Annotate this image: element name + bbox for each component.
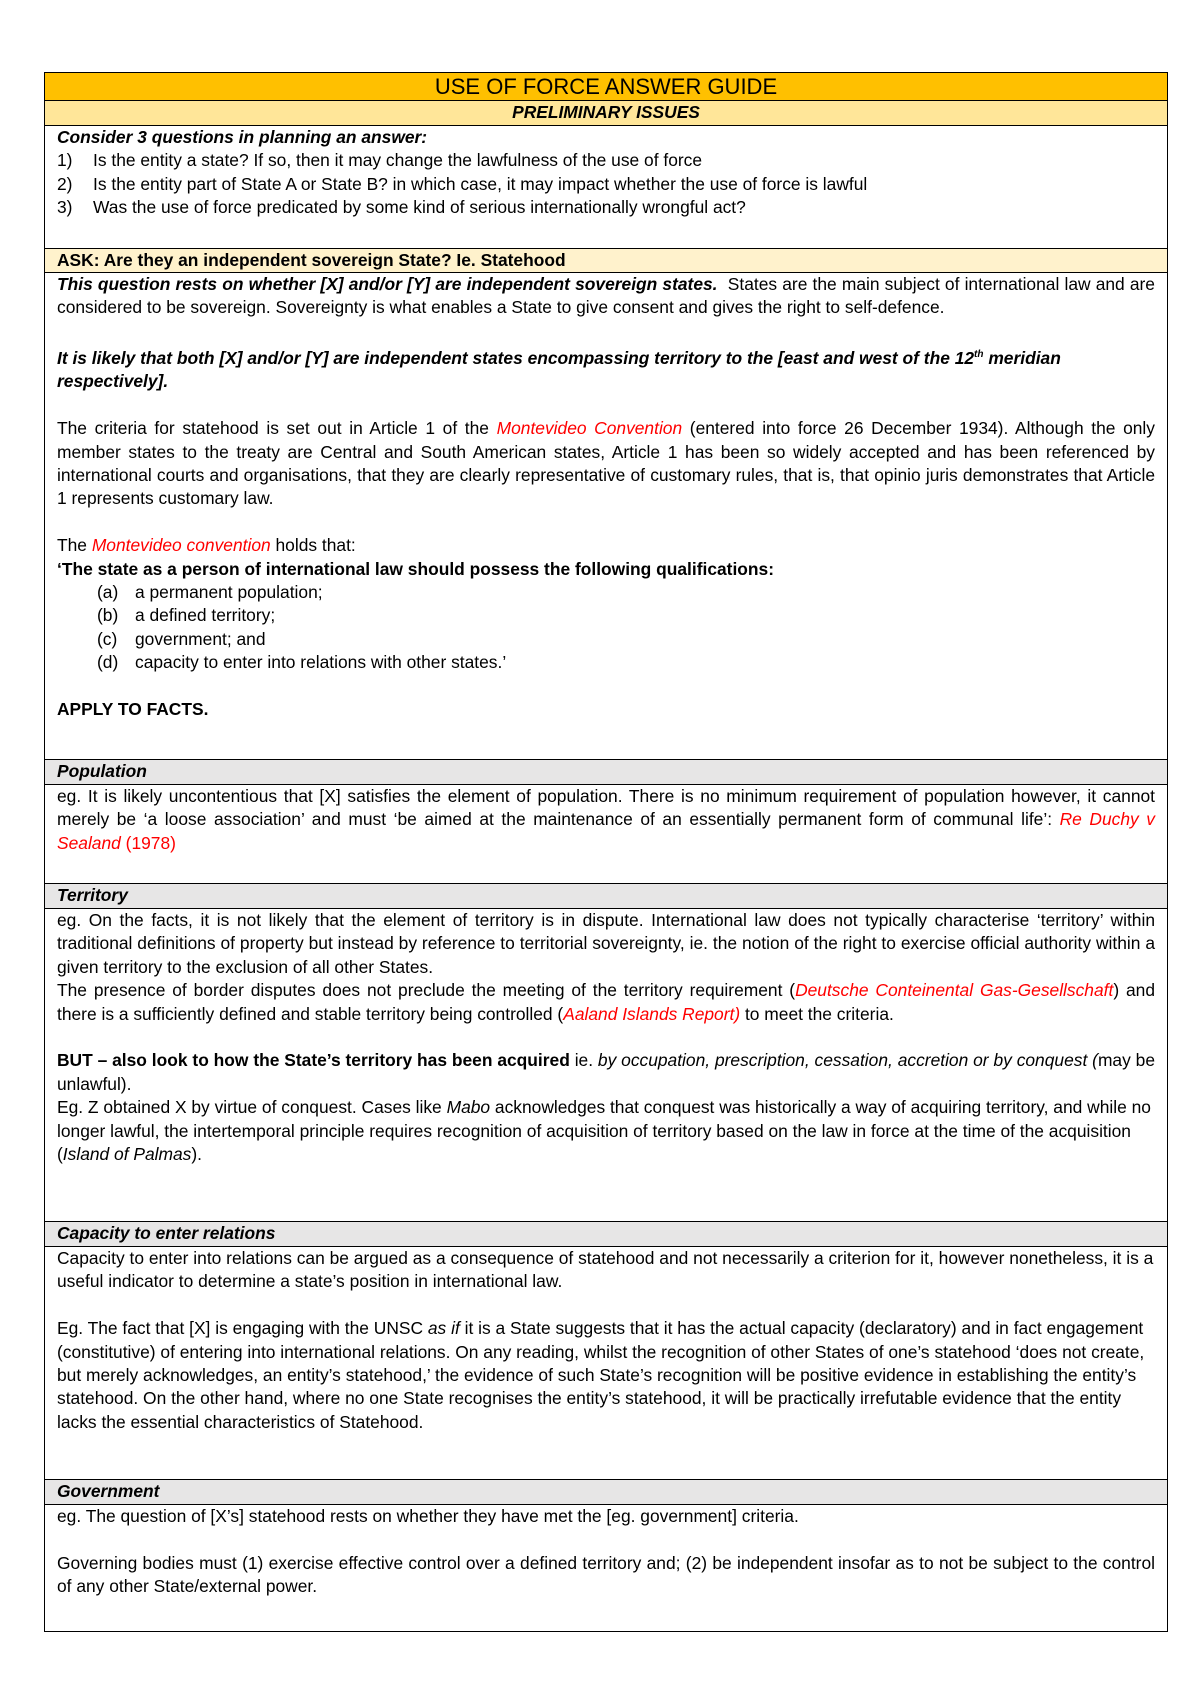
apply-to-facts: APPLY TO FACTS. bbox=[57, 699, 209, 720]
criteria-text: a permanent population; bbox=[135, 582, 323, 603]
para-text: it is a State suggests that it has the actual capacity (declaratory) and in fact engagement (constitutive) of entering into international relations. On any reading, whilst the recognition of other States of one’s statehood ‘does not create, but merely acknowledges, an entity’s statehood,’ the evidence of such State’s recognition will be positive evidence in establishing the entity’s statehood. On the other hand, where no one State recognises the entity’s statehood, it will be practically irrefutable evidence that the entity lacks the essential characteristics of Statehood. bbox=[57, 1318, 1145, 1432]
criteria-item bbox=[97, 628, 1155, 651]
criteria-letter: (a) bbox=[97, 582, 119, 603]
statehood-para-2 bbox=[57, 343, 1155, 394]
criteria-item bbox=[97, 604, 1155, 627]
para-text: The bbox=[57, 535, 92, 556]
para-text: eg. It is likely uncontentious that [X] satisfies the element of population. There is no minimum requirement of population however, it cannot merely be ‘a loose association’ and must ‘be aimed at the maintenance of an essentially permanent form of communal life’: bbox=[57, 786, 1155, 830]
territory-para-4 bbox=[57, 1096, 1155, 1166]
population-content bbox=[45, 785, 1167, 884]
criteria-item bbox=[97, 581, 1155, 604]
case-reference: Montevideo Convention bbox=[496, 418, 683, 439]
criteria-letter: (d) bbox=[97, 652, 119, 673]
bold-lead: This question rests on whether [X] and/or [Y] are independent sovereign states. bbox=[57, 274, 718, 294]
government-heading: Government bbox=[45, 1480, 1167, 1505]
government-para-1: eg. The question of [X’s] statehood rests on whether they have met the [eg. government] criteria. bbox=[57, 1506, 799, 1526]
criteria-text: government; and bbox=[135, 628, 266, 649]
para-text: ). bbox=[191, 1144, 202, 1165]
page-title: USE OF FORCE ANSWER GUIDE bbox=[45, 73, 1167, 101]
para-text: holds that: bbox=[270, 535, 356, 556]
question-number: 1) bbox=[57, 150, 73, 171]
statehood-content bbox=[45, 273, 1167, 760]
criteria-list bbox=[57, 581, 1155, 675]
superscript: th bbox=[974, 349, 984, 361]
territory-para-2 bbox=[57, 979, 1155, 1026]
para-text: meridian respectively]. bbox=[57, 348, 1061, 392]
question-item bbox=[57, 196, 1155, 219]
case-reference: Re Duchy v Sealand bbox=[57, 809, 1155, 853]
capacity-para-1: Capacity to enter into relations can be argued as a consequence of statehood and not necessarily a criterion for it, however nonetheless, it is a useful indicator to determine a state’s position in international law. bbox=[57, 1248, 1154, 1292]
territory-para-3 bbox=[57, 1049, 1155, 1096]
capacity-heading: Capacity to enter relations bbox=[45, 1222, 1167, 1247]
question-text: Is the entity a state? If so, then it may change the lawfulness of the use of force bbox=[93, 150, 703, 171]
preliminary-heading: PRELIMINARY ISSUES bbox=[45, 101, 1167, 126]
criteria-text: a defined territory; bbox=[135, 605, 276, 626]
statehood-heading: ASK: Are they an independent sovereign State? Ie. Statehood bbox=[45, 249, 1167, 273]
bold-lead: BUT – also look to how the State’s territory has been acquired bbox=[57, 1050, 570, 1071]
question-number: 2) bbox=[57, 173, 73, 194]
statehood-para-4 bbox=[57, 534, 1155, 557]
question-text: Was the use of force predicated by some kind of serious internationally wrongful act? bbox=[93, 197, 746, 218]
capacity-content bbox=[45, 1247, 1167, 1480]
preliminary-intro: Consider 3 questions in planning an answer: bbox=[57, 127, 428, 147]
para-text: It is likely that both [X] and/or [Y] are independent states encompassing territory to the [east and west of the 12 bbox=[57, 348, 975, 368]
para-text: States are the main subject of international law and are considered to be sovereign. Sovereignty is what enables a State to give consent and gives the right to self-defence. bbox=[57, 274, 1160, 318]
criteria-item bbox=[97, 651, 1155, 674]
para-text: Eg. Z obtained X by virtue of conquest. Cases like bbox=[57, 1097, 447, 1118]
capacity-para-2 bbox=[57, 1317, 1155, 1434]
para-text: The criteria for statehood is set out in Article 1 of the bbox=[57, 418, 497, 439]
question-item bbox=[57, 149, 1155, 172]
para-italic: as if bbox=[427, 1318, 460, 1339]
question-text: Is the entity part of State A or State B? in which case, it may impact whether the use of force is lawful bbox=[93, 173, 868, 194]
case-year: (1978) bbox=[120, 832, 176, 853]
preliminary-content bbox=[45, 126, 1167, 249]
territory-content bbox=[45, 909, 1167, 1222]
para-text: may be unlawful). bbox=[57, 1050, 1155, 1094]
question-number: 3) bbox=[57, 197, 73, 218]
para-italic: by occupation, prescription, cessation, accretion or by conquest ( bbox=[597, 1050, 1098, 1071]
government-content bbox=[45, 1505, 1167, 1631]
question-list bbox=[57, 149, 1155, 219]
criteria-letter: (b) bbox=[97, 605, 119, 626]
statehood-para-3 bbox=[57, 417, 1155, 511]
case-reference: Montevideo convention bbox=[91, 535, 271, 556]
territory-para-1: eg. On the facts, it is not likely that the element of territory is in dispute. International law does not typically characterise ‘territory’ within traditional definitions of property but instead by reference to territorial sovereignty, ie. the notion of the right to exercise official authority within a given territory to the exclusion of all other States. bbox=[57, 910, 1155, 977]
territory-heading: Territory bbox=[45, 884, 1167, 909]
criteria-letter: (c) bbox=[97, 628, 118, 649]
para-text: ie. bbox=[569, 1050, 598, 1071]
government-para-2: Governing bodies must (1) exercise effective control over a defined territory and; (2) be independent insofar as to not be subject to the control of any other State/external power. bbox=[57, 1552, 1155, 1597]
case-reference: Aaland Islands Report) bbox=[563, 1003, 741, 1024]
criteria-text: capacity to enter into relations with other states.’ bbox=[135, 652, 507, 673]
answer-guide-table bbox=[44, 72, 1168, 1632]
para-text: (entered into force 26 December 1934). Although the only member states to the treaty are Central and South American states, Article 1 has been so widely accepted and has been referenced by international courts and organisations, that they are clearly representative of customary rules, that is, that opinio juris demonstrates that Article 1 represents customary law. bbox=[57, 418, 1155, 509]
case-reference: Deutsche Conteinental Gas-Gesellschaft bbox=[795, 980, 1114, 1001]
montevideo-quote: ‘The state as a person of international law should possess the following qualifications: bbox=[57, 558, 774, 579]
population-heading: Population bbox=[45, 760, 1167, 785]
question-item bbox=[57, 173, 1155, 196]
para-text: ) and there is a sufficiently defined and stable territory being controlled ( bbox=[57, 980, 1156, 1024]
statehood-para-1 bbox=[57, 273, 1160, 320]
population-para bbox=[57, 785, 1155, 855]
para-text: acknowledges that conquest was historically a way of acquiring territory, and while no longer lawful, the intertemporal principle requires recognition of acquisition of territory based on the law in force at the time of the acquisition ( bbox=[57, 1097, 1151, 1165]
para-text: The presence of border disputes does not preclude the meeting of the territory requirement ( bbox=[57, 980, 796, 1001]
case-reference: Mabo bbox=[446, 1097, 491, 1118]
para-text: Eg. The fact that [X] is engaging with the UNSC bbox=[57, 1318, 428, 1339]
para-text: to meet the criteria. bbox=[740, 1003, 894, 1024]
case-reference: Island of Palmas bbox=[62, 1144, 192, 1165]
